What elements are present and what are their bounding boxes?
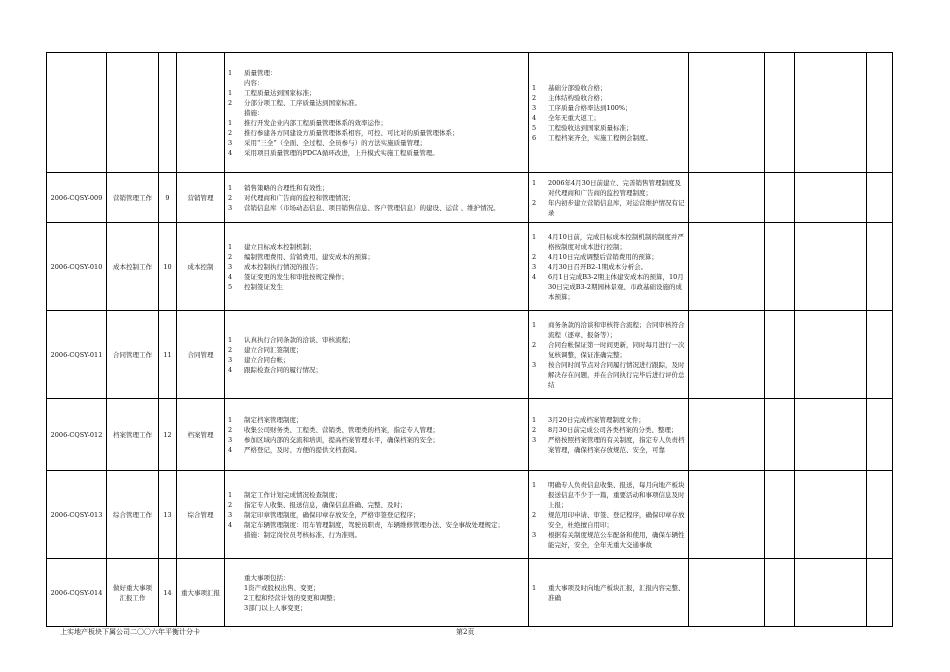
list-item-text: 按合同时间节点对合同履行情况进行跟踪，及时解决存在问题，并在合同执行完毕后进行评价总结 (548, 360, 685, 389)
list-item-number: 4 (532, 272, 537, 281)
content-line (228, 242, 525, 252)
task-name-cell: 综合管理 (177, 471, 225, 559)
work-content-cell (225, 311, 529, 399)
target-line (532, 425, 685, 435)
list-item-number: 4 (228, 148, 233, 157)
list-item-text: 4月10日完成调整后营销费用的预算； (548, 252, 658, 261)
task-category-cell: 营销管理工作 (107, 173, 159, 223)
list-item-number: 4 (228, 365, 233, 374)
list-item-text: 销售策略的合理性和有效性； (244, 183, 329, 192)
empty-cell-3 (795, 399, 867, 471)
table-row (47, 223, 893, 311)
content-line (228, 490, 525, 500)
target-line (532, 360, 685, 390)
list-item-number (228, 573, 244, 583)
list-item-text: 明确专人负责信息收集、报送，每月向地产板块报送信息不少于一篇，重要活动和事项信息及时上报； (548, 480, 685, 509)
list-item-text: 制定档案管理制度； (244, 415, 303, 424)
list-item-text: 跟踪检查合同的履行情况； (244, 365, 322, 374)
task-number-cell: 13 (159, 471, 177, 559)
list-item-text: 工程质量达到国家标准； (244, 88, 316, 97)
empty-cell-4 (867, 53, 893, 173)
content-line (228, 78, 525, 88)
target-cell (529, 311, 689, 399)
empty-cell-4 (867, 559, 893, 627)
list-item-text: 1资产或股权出售、变更； (244, 583, 320, 592)
list-item-number: 1 (532, 583, 537, 592)
list-item-number: 2 (228, 128, 233, 137)
list-item-text: 工序质量合格率达到100%； (548, 103, 632, 112)
target-cell (529, 471, 689, 559)
list-item-text: 制定印章管理制度，确保印章存放安全，严格审签登记程序； (244, 510, 420, 519)
task-category-cell (107, 53, 159, 173)
empty-cell-2 (765, 559, 795, 627)
list-item-number (228, 593, 244, 603)
list-item-number: 2 (532, 425, 537, 434)
list-item-number: 3 (228, 435, 233, 444)
task-number-cell (159, 53, 177, 173)
empty-cell-2 (765, 53, 795, 173)
empty-cell-4 (867, 471, 893, 559)
empty-cell-2 (765, 399, 795, 471)
list-item-text: 规范用印申请、审签、登记程序，确保印章存放安全，杜绝擅自用印； (548, 510, 685, 529)
empty-cell-3 (795, 311, 867, 399)
list-item-number: 1 (532, 415, 537, 424)
list-item-text: 采用项目质量管理的PDCA循环改进，上升模式实施工程质量管理。 (244, 148, 439, 157)
list-item-number: 6 (532, 133, 537, 142)
task-name-cell (177, 53, 225, 173)
list-item-text: 制定工作计划完成情况检查制度； (244, 490, 342, 499)
empty-cell-2 (765, 173, 795, 223)
content-line (228, 530, 525, 540)
empty-cell-1 (689, 223, 765, 311)
list-item-text: 4月10日前，完成目标成本控制机制的制度并严格按制度对成本进行控制； (548, 232, 684, 251)
list-item-number (228, 108, 244, 118)
target-line (532, 435, 685, 455)
list-item-number: 1 (532, 480, 537, 489)
list-item-number: 1 (228, 242, 233, 251)
target-cell (529, 559, 689, 627)
list-item-number: 3 (532, 530, 537, 539)
list-item-number: 4 (532, 113, 537, 122)
task-category-cell: 档案管理工作 (107, 399, 159, 471)
list-item-text: 根据有关制度规范公车配备和使用，确保车辆性能完好，安全，全年无重大交通事故 (548, 530, 685, 549)
list-item-number: 3 (532, 262, 537, 271)
content-line (228, 500, 525, 510)
list-item-number: 3 (532, 103, 537, 112)
list-item-number (228, 530, 244, 540)
list-item-text: 2工程和经营计划的变更和调整； (244, 593, 340, 602)
list-item-text: 合同台帐保证第一时间更新，同时每月进行一次复核调整，保证准确完整； (548, 340, 685, 359)
list-item-text: 内容： (244, 78, 264, 87)
target-line (532, 262, 685, 272)
empty-cell-4 (867, 311, 893, 399)
list-item-number: 1 (532, 232, 537, 241)
task-category-cell: 综合管理工作 (107, 471, 159, 559)
target-line (532, 320, 685, 340)
balanced-scorecard-table (46, 52, 893, 627)
list-item-text: 推行开发企业内部工程质量管理体系的效率运作； (244, 118, 387, 127)
list-item-text: 控制签证发生 (244, 282, 283, 291)
work-content-cell (225, 173, 529, 223)
list-item-number: 2 (532, 252, 537, 261)
table-row (47, 311, 893, 399)
task-name-cell: 合同管理 (177, 311, 225, 399)
target-line (532, 583, 685, 603)
empty-cell-1 (689, 53, 765, 173)
content-line (228, 355, 525, 365)
content-line (228, 138, 525, 148)
list-item-text: 对代理商和广告商的监控和管理情况； (244, 193, 355, 202)
list-item-number: 2 (228, 193, 233, 202)
target-line (532, 530, 685, 550)
empty-cell-1 (689, 399, 765, 471)
list-item-number: 2 (532, 198, 537, 207)
content-line (228, 603, 525, 613)
table-row (47, 53, 893, 173)
list-item-text: 工程验收达到国家质量标准； (548, 123, 633, 132)
content-line (228, 282, 525, 292)
content-line (228, 262, 525, 272)
empty-cell-3 (795, 53, 867, 173)
list-item-text: 建立合同汇签制度； (244, 345, 303, 354)
list-item-text: 制定车辆管理制度：用车管理制度，驾驶员职责，车辆维修管理办法、安全事故处理规定； (244, 520, 504, 529)
empty-cell-1 (689, 471, 765, 559)
content-line (228, 445, 525, 455)
content-line (228, 148, 525, 158)
list-item-text: 编制管理费用、营销费用、建安成本的预算； (244, 252, 374, 261)
list-item-text: 建立合同台帐； (244, 355, 290, 364)
list-item-number: 3 (228, 262, 233, 271)
list-item-text: 年内初步建立营销信息库，对运营维护情况有记录 (548, 198, 685, 217)
content-line (228, 128, 525, 138)
table-row (47, 173, 893, 223)
footer-page-number: 第2页 (456, 628, 475, 636)
empty-cell-1 (689, 173, 765, 223)
list-item-text: 签证变更的发生和审批按规定操作； (244, 272, 348, 281)
table-row (47, 471, 893, 559)
content-line (228, 345, 525, 355)
list-item-number: 1 (228, 68, 233, 77)
target-line (532, 415, 685, 425)
target-line (532, 178, 685, 198)
target-line (532, 232, 685, 252)
empty-cell-3 (795, 559, 867, 627)
target-cell (529, 399, 689, 471)
list-item-text: 严格按照档案管理的有关制度，指定专人负责档案管理，确保档案存放规范、安全，可靠 (548, 435, 685, 454)
list-item-number: 2 (228, 500, 233, 509)
content-line (228, 425, 525, 435)
task-name-cell: 成本控制 (177, 223, 225, 311)
list-item-number: 1 (228, 88, 233, 97)
content-line (228, 435, 525, 445)
content-line (228, 415, 525, 425)
target-cell (529, 53, 689, 173)
list-item-text: 3月20日完成档案管理制度文件； (548, 415, 645, 424)
content-line (228, 98, 525, 108)
empty-cell-2 (765, 223, 795, 311)
list-item-text: 推行参建各方同建设方质量管理体系相容，可控、可比对的质量管理体系； (244, 128, 459, 137)
table-row (47, 399, 893, 471)
target-cell (529, 223, 689, 311)
list-item-text: 6月1日完成B3-2期主体建安成本的预算，10月30日完成B3-2期园林景观、市政基础设施的成本预算； (548, 272, 684, 301)
content-line (228, 252, 525, 262)
work-content-cell (225, 471, 529, 559)
target-line (532, 340, 685, 360)
list-item-number: 2 (532, 340, 537, 349)
list-item-number: 2 (228, 345, 233, 354)
target-line (532, 133, 685, 143)
content-line (228, 520, 525, 530)
empty-cell-1 (689, 559, 765, 627)
list-item-text: 指定专人收集、报送信息，确保信息准确、完整、及时； (244, 500, 407, 509)
content-line (228, 510, 525, 520)
task-name-cell: 营销管理 (177, 173, 225, 223)
list-item-text: 8月30日前完成公司各类档案的分类、整理； (548, 425, 678, 434)
list-item-text: 严格登记，及时、方便的提供文档查阅。 (244, 445, 361, 454)
content-line (228, 193, 525, 203)
task-number-cell: 14 (159, 559, 177, 627)
list-item-text: 4月30日召开B2-1期成本分析会。 (548, 262, 648, 271)
list-item-number: 4 (228, 520, 233, 529)
content-line (228, 335, 525, 345)
list-item-text: 全年无重大返工； (548, 113, 600, 122)
list-item-text: 认真执行合同条款的洽谈、审核流程； (244, 335, 355, 344)
list-item-text: 重大事项及时向地产板块汇报，汇报内容完整、准确 (548, 583, 685, 602)
list-item-number: 3 (228, 138, 233, 147)
empty-cell-3 (795, 173, 867, 223)
work-content-cell (225, 223, 529, 311)
table-row (47, 559, 893, 627)
target-line (532, 123, 685, 133)
list-item-text: 质量管理： (244, 68, 277, 77)
target-cell (529, 173, 689, 223)
work-content-cell (225, 53, 529, 173)
list-item-number: 1 (228, 335, 233, 344)
content-line (228, 203, 525, 213)
content-line (228, 88, 525, 98)
task-code-cell: 2006-CQSY-013 (47, 471, 107, 559)
task-code-cell: 2006-CQSY-011 (47, 311, 107, 399)
task-code-cell (47, 53, 107, 173)
list-item-text: 营销信息库（市场动态信息、项目销售信息、客户管理信息）的建设、运营 、维护情况。 (244, 203, 500, 212)
empty-cell-4 (867, 173, 893, 223)
list-item-number (228, 603, 244, 613)
list-item-text: 参加区域内部的交流和培训，提高档案管理水平，确保档案的安全； (244, 435, 439, 444)
content-line (228, 108, 525, 118)
list-item-number: 3 (532, 360, 537, 369)
list-item-number: 2 (228, 98, 233, 107)
task-name-cell: 重大事项汇报 (177, 559, 225, 627)
task-code-cell: 2006-CQSY-009 (47, 173, 107, 223)
empty-cell-3 (795, 471, 867, 559)
list-item-text: 基础分部验收合格； (548, 83, 607, 92)
list-item-text: 工程档案齐全，实施工程例会制度。 (548, 133, 652, 142)
task-code-cell: 2006-CQSY-014 (47, 559, 107, 627)
content-line (228, 573, 525, 583)
list-item-number: 1 (228, 490, 233, 499)
list-item-number (228, 78, 244, 88)
list-item-number: 1 (532, 320, 537, 329)
list-item-text: 成本控制执行情况的报告； (244, 262, 322, 271)
target-line (532, 113, 685, 123)
task-number-cell: 11 (159, 311, 177, 399)
list-item-number: 5 (228, 282, 233, 291)
footer-document-title: 上实地产板块下属公司二〇〇六年平衡计分卡 (60, 628, 200, 636)
list-item-number: 1 (532, 178, 537, 187)
target-line (532, 83, 685, 93)
content-line (228, 183, 525, 193)
target-line (532, 272, 685, 302)
list-item-number: 3 (228, 510, 233, 519)
list-item-number: 4 (228, 272, 233, 281)
list-item-text: 商务条款的洽谈和审核符合流程；合同审核符合流程（逐章、报备等）； (548, 320, 685, 339)
list-item-number: 2 (228, 425, 233, 434)
list-item-number: 1 (228, 183, 233, 192)
empty-cell-3 (795, 223, 867, 311)
list-item-number: 2 (532, 510, 537, 519)
task-number-cell: 12 (159, 399, 177, 471)
list-item-text: 收集公司财务类、工程类、营销类、管理类的档案，指定专人管理； (244, 425, 439, 434)
target-line (532, 93, 685, 103)
work-content-cell (225, 559, 529, 627)
empty-cell-4 (867, 223, 893, 311)
list-item-number (228, 583, 244, 593)
list-item-text: 分部分项工程、工序质量达到国家标准。 (244, 98, 361, 107)
task-code-cell: 2006-CQSY-010 (47, 223, 107, 311)
task-category-cell: 合同管理工作 (107, 311, 159, 399)
list-item-number: 2 (532, 93, 537, 102)
content-line (228, 593, 525, 603)
content-line (228, 68, 525, 78)
list-item-number: 1 (228, 415, 233, 424)
list-item-text: 3部门以上人事变更； (244, 603, 307, 612)
empty-cell-4 (867, 399, 893, 471)
target-line (532, 198, 685, 218)
list-item-text: 重大事项包括： (244, 573, 290, 582)
content-line (228, 272, 525, 282)
list-item-number: 3 (532, 435, 537, 444)
list-item-text: 措施： (244, 108, 264, 117)
task-number-cell: 9 (159, 173, 177, 223)
list-item-number: 5 (532, 123, 537, 132)
content-line (228, 118, 525, 128)
list-item-text: 采用“三全”（全面、全过程、全员参与）的方法实施质量管理； (244, 138, 427, 147)
list-item-text: 主体结构验收合格； (548, 93, 607, 102)
target-line (532, 480, 685, 510)
list-item-number: 1 (228, 118, 233, 127)
target-line (532, 252, 685, 262)
list-item-text: 措施：制定岗位员考核标准、行为准则。 (244, 530, 361, 539)
content-line (228, 583, 525, 593)
list-item-text: 建立目标成本控制机制； (244, 242, 316, 251)
list-item-number: 3 (228, 203, 233, 212)
task-number-cell: 10 (159, 223, 177, 311)
work-content-cell (225, 399, 529, 471)
target-line (532, 510, 685, 530)
task-code-cell: 2006-CQSY-012 (47, 399, 107, 471)
list-item-number: 3 (228, 355, 233, 364)
empty-cell-2 (765, 311, 795, 399)
task-category-cell: 成本控制工作 (107, 223, 159, 311)
list-item-text: 2006年4月30日前建立、完善销售管理制度及对代理商和广告商的监控管理制度； (548, 178, 681, 197)
empty-cell-1 (689, 311, 765, 399)
task-name-cell: 档案管理 (177, 399, 225, 471)
empty-cell-2 (765, 471, 795, 559)
list-item-number: 1 (532, 83, 537, 92)
task-category-cell: 做好重大事项汇报工作 (107, 559, 159, 627)
content-line (228, 365, 525, 375)
list-item-number: 4 (228, 445, 233, 454)
list-item-number: 2 (228, 252, 233, 261)
target-line (532, 103, 685, 113)
